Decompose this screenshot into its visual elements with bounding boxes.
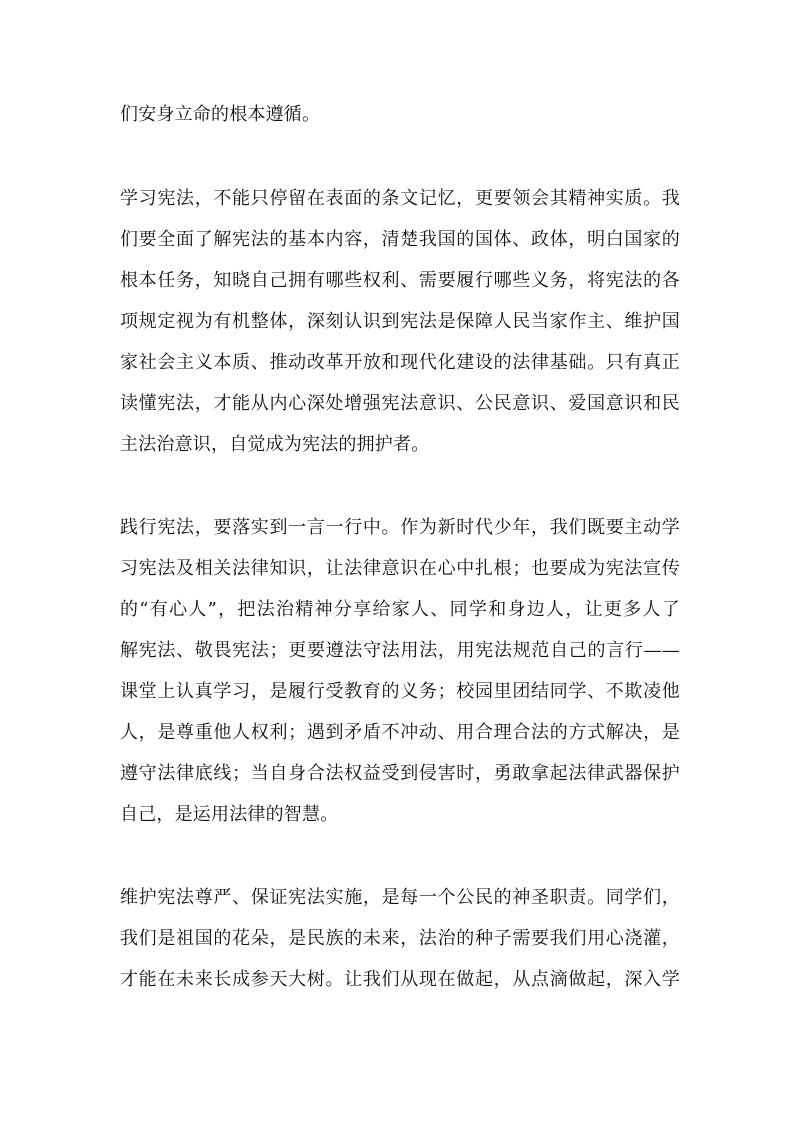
paragraph-line: 们安身立命的根本遵循。: [120, 104, 321, 125]
paragraph-line: 学习宪法，不能只停留在表面的条文记忆，更要领会其精神实质。我: [120, 188, 680, 209]
paragraph-line: 的“有心人”，把法治精神分享给家人、同学和身边人，让更多人了: [120, 599, 680, 620]
paragraph-line: 主法治意识，自觉成为宪法的拥护者。: [120, 434, 430, 455]
paragraph-line: 遵守法律底线；当自身合法权益受到侵害时，勇敢拿起法律武器保护: [120, 763, 680, 784]
paragraph-line: 自己，是运用法律的智慧。: [120, 804, 339, 825]
paragraph-line: 践行宪法，要落实到一言一行中。作为新时代少年，我们既要主动学: [120, 517, 680, 538]
paragraph-line: 根本任务，知晓自己拥有哪些权利、需要履行哪些义务，将宪法的各: [120, 270, 680, 291]
paragraph-line: 解宪法、敬畏宪法；更要遵法守法用法，用宪法规范自己的言行——: [120, 640, 680, 661]
paragraph-line: 人，是尊重他人权利；遇到矛盾不冲动、用合理合法的方式解决，是: [120, 722, 680, 743]
paragraph-line: 课堂上认真学习，是履行受教育的义务；校园里团结同学、不欺凌他: [120, 681, 680, 702]
paragraph-line: 们要全面了解宪法的基本内容，清楚我国的国体、政体，明白国家的: [120, 229, 680, 250]
paragraph-line: 习宪法及相关法律知识，让法律意识在心中扎根；也要成为宪法宣传: [120, 558, 680, 579]
paragraph-line: 我们是祖国的花朵，是民族的未来，法治的种子需要我们用心浇灌，: [120, 928, 680, 949]
paragraph-line: 项规定视为有机整体，深刻认识到宪法是保障人民当家作主、维护国: [120, 311, 680, 332]
paragraph-line: 维护宪法尊严、保证宪法实施，是每一个公民的神圣职责。同学们，: [120, 887, 680, 908]
paragraph-line: 读懂宪法，才能从内心深处增强宪法意识、公民意识、爱国意识和民: [120, 393, 680, 414]
paragraph-line: 才能在未来长成参天大树。让我们从现在做起，从点滴做起，深入学: [120, 969, 680, 990]
paragraph-line: 家社会主义本质、推动改革开放和现代化建设的法律基础。只有真正: [120, 352, 680, 373]
